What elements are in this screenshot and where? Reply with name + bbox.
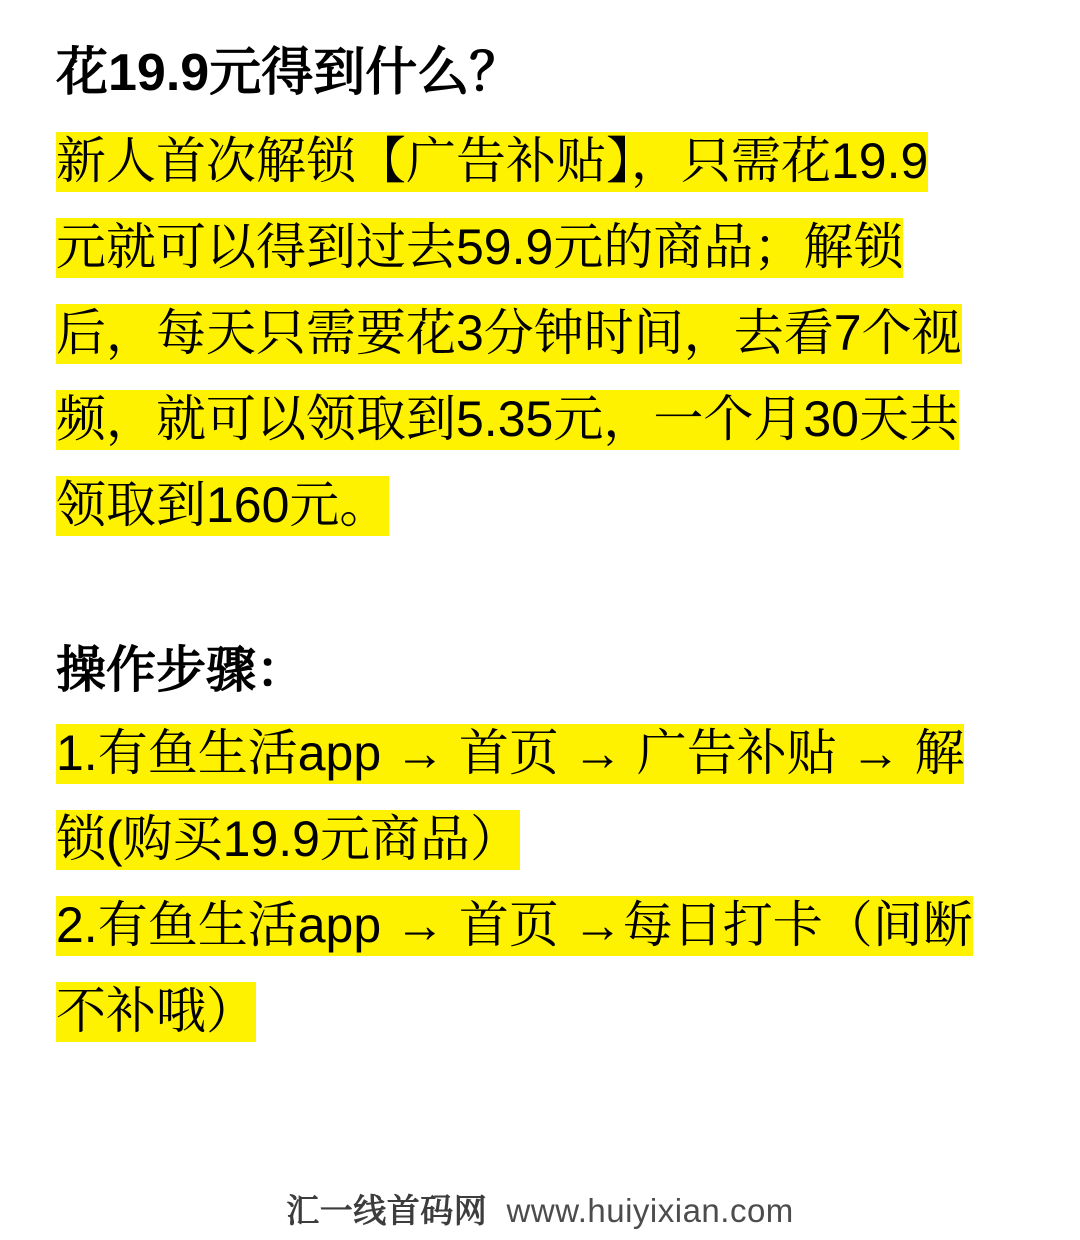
watermark-site-name: 汇一线首码网: [286, 1192, 488, 1229]
intro-block: [56, 118, 976, 548]
steps-list: [56, 710, 986, 1054]
intro-paragraph: [56, 118, 976, 548]
section-spacer: [56, 548, 1024, 640]
intro-paragraph-text: 新人首次解锁【广告补贴】，只需花19.9元就可以得到过去59.9元的商品；解锁后，每天只需要花3分钟时间，去看7个视频，就可以领取到5.35元，一个月30天共领取到160元。: [56, 132, 962, 536]
list-item: [56, 710, 986, 882]
step-text: 2.有鱼生活app → 首页 →每日打卡（间断不补哦）: [56, 896, 973, 1042]
watermark: [0, 1185, 1080, 1232]
section-title-steps: 操作步骤：: [56, 641, 306, 698]
list-item: [56, 882, 986, 1054]
step-text: 1.有鱼生活app → 首页 → 广告补贴 → 解锁(购买19.9元商品）: [56, 724, 964, 870]
watermark-url: www.huiyixian.com: [506, 1192, 794, 1229]
page-title: 花19.9元得到什么？: [56, 44, 522, 102]
